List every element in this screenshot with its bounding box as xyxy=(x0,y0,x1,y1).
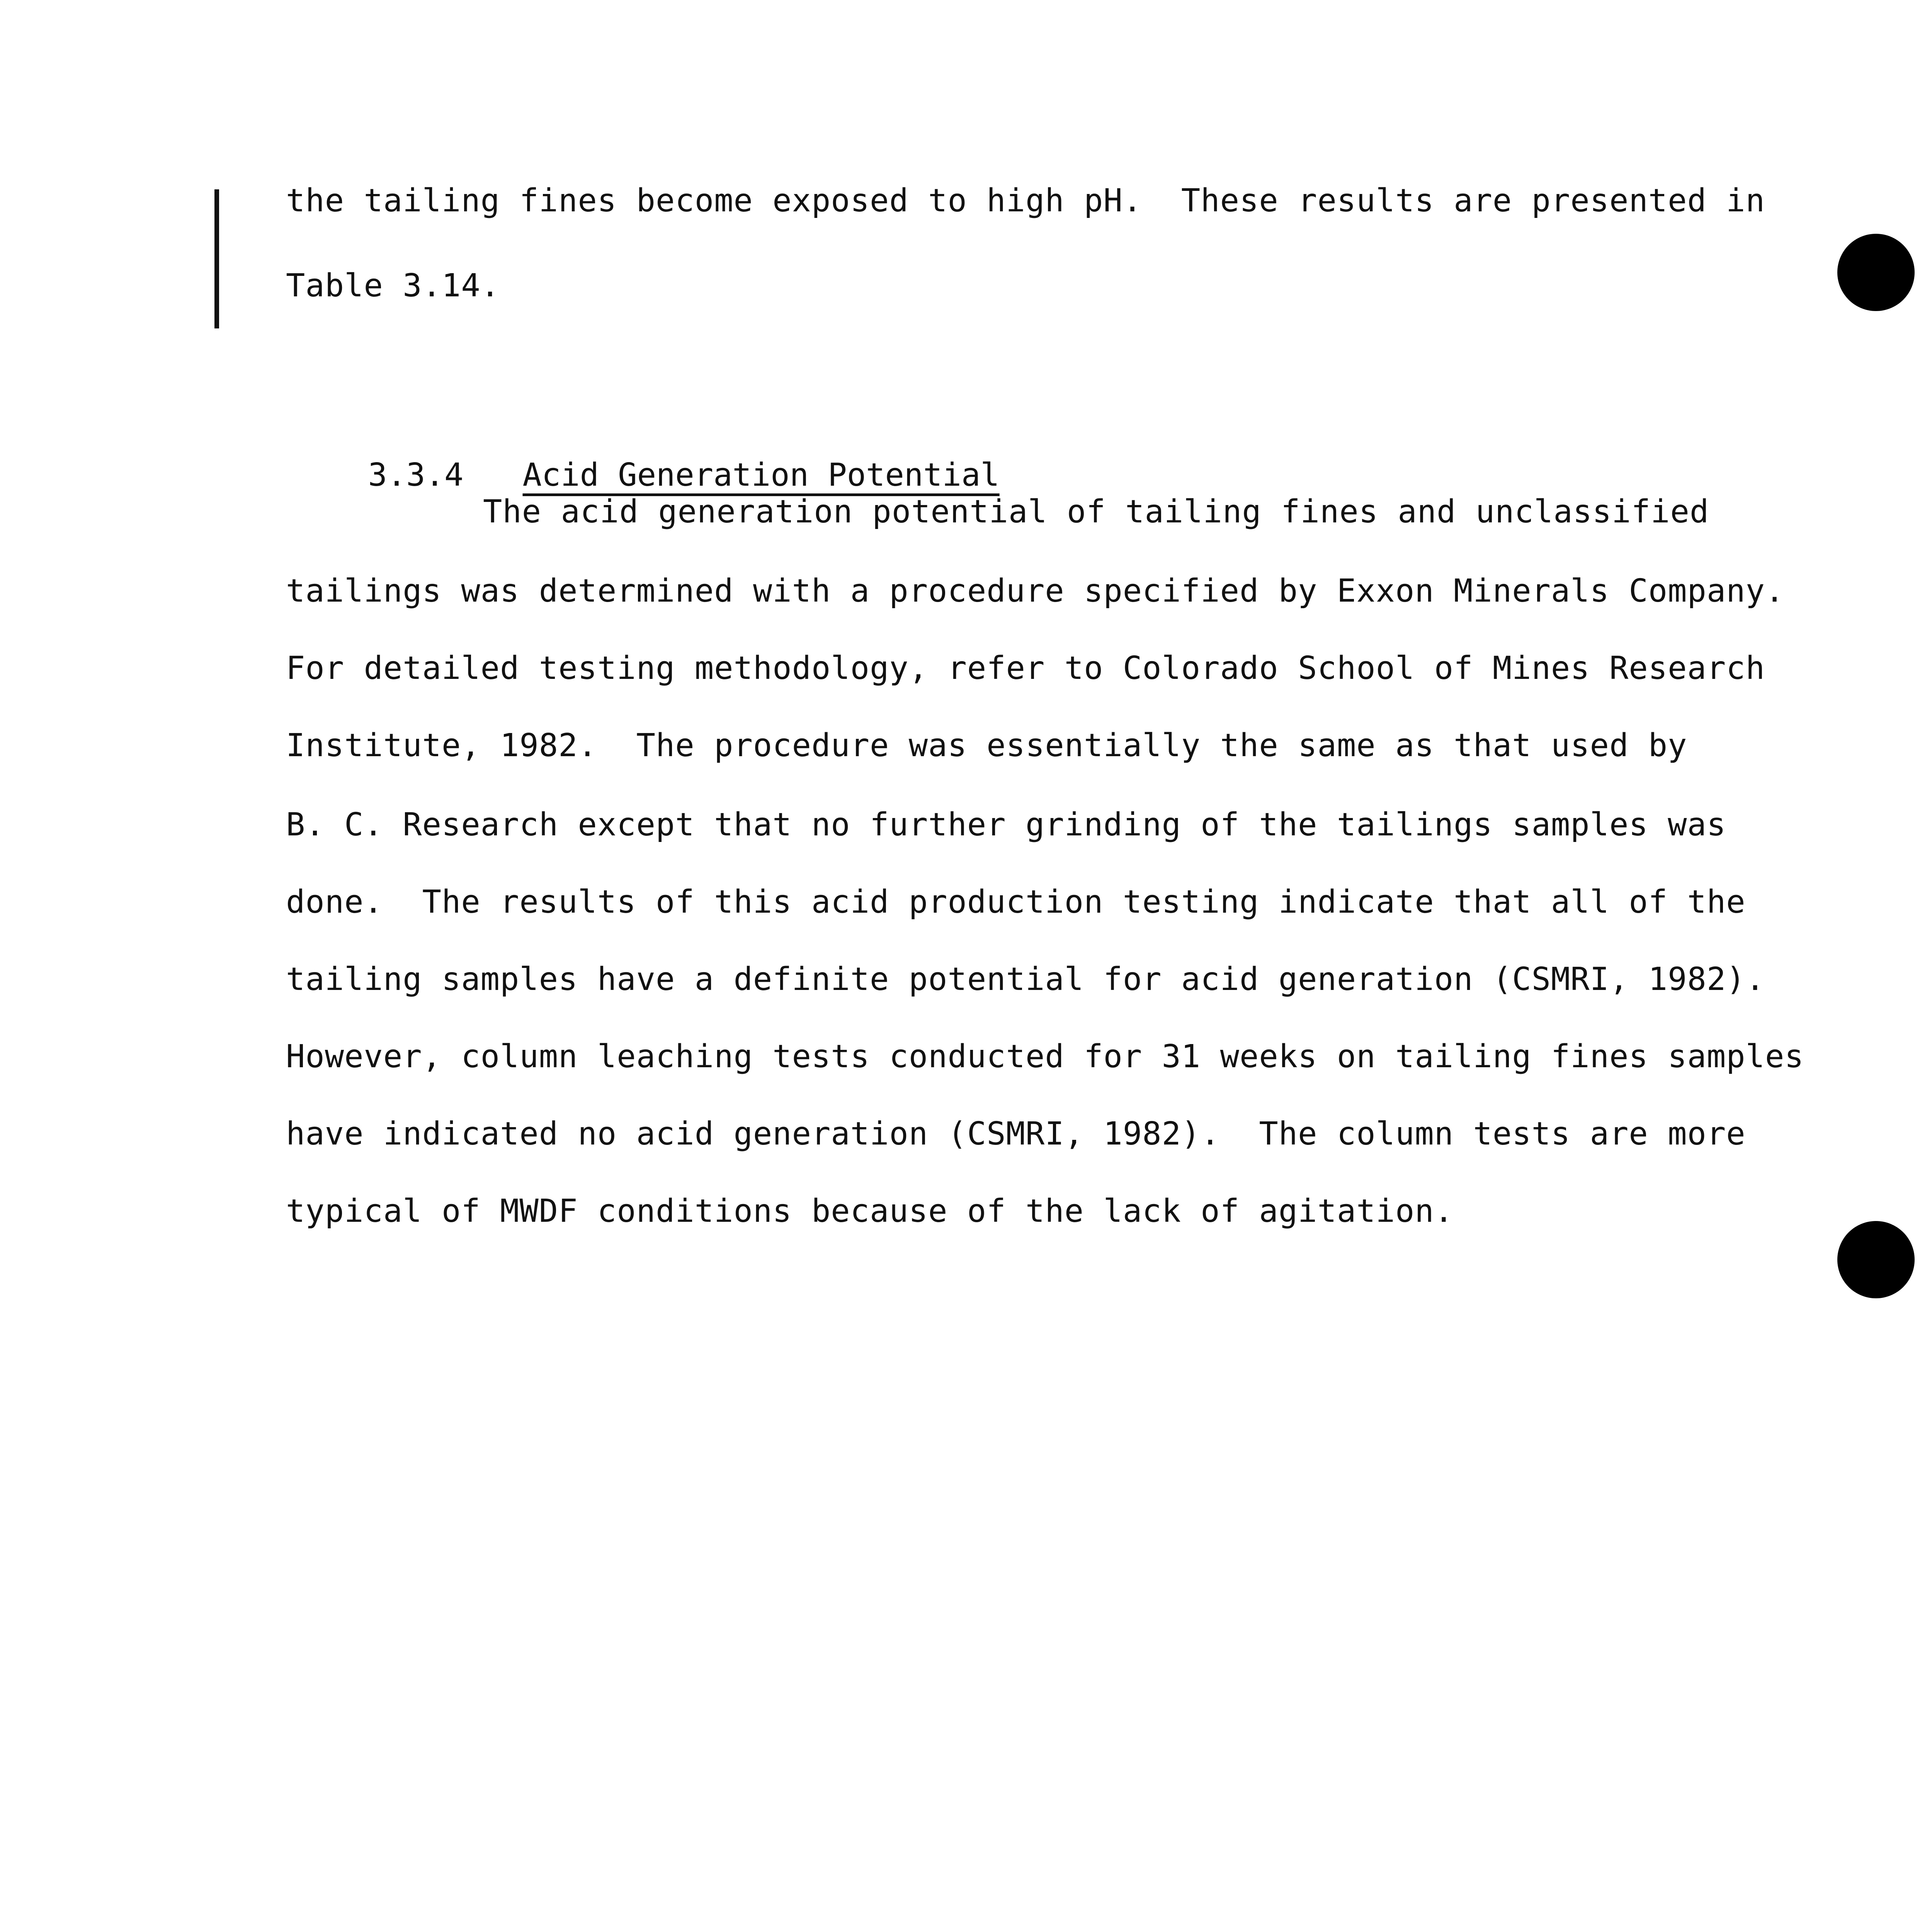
paragraph-line-3: For detailed testing methodology, refer to Colorado School of Mines Research xyxy=(286,650,1765,687)
paragraph-line-9: have indicated no acid generation (CSMRI, 1982). The column tests are more xyxy=(286,1116,1746,1152)
paragraph-line-4: Institute, 1982. The procedure was essentially the same as that used by xyxy=(286,727,1687,764)
paragraph-line-5: B. C. Research except that no further grinding of the tailings samples was xyxy=(286,806,1726,843)
punch-hole-top xyxy=(1837,234,1915,311)
paragraph-line-1: The acid generation potential of tailing fines and unclassified xyxy=(483,493,1709,530)
revision-bar xyxy=(214,189,219,328)
paragraph-line-6: done. The results of this acid production testing indicate that all of the xyxy=(286,884,1746,920)
paragraph-line-7: tailing samples have a definite potential for acid generation (CSMRI, 1982). xyxy=(286,961,1765,998)
paragraph-line-8: However, column leaching tests conducted for 31 weeks on tailing fines samples xyxy=(286,1038,1804,1075)
paragraph-line-10: typical of MWDF conditions because of the lack of agitation. xyxy=(286,1193,1454,1230)
section-number: 3.3.4 xyxy=(368,457,464,493)
section-title: Acid Generation Potential xyxy=(522,457,1000,493)
intro-line-1: the tailing fines become exposed to high pH. These results are presented in xyxy=(286,182,1765,219)
paragraph-line-2: tailings was determined with a procedure specified by Exxon Minerals Company. xyxy=(286,573,1785,609)
punch-hole-middle xyxy=(1837,1221,1915,1298)
intro-line-2: Table 3.14. xyxy=(286,267,500,304)
